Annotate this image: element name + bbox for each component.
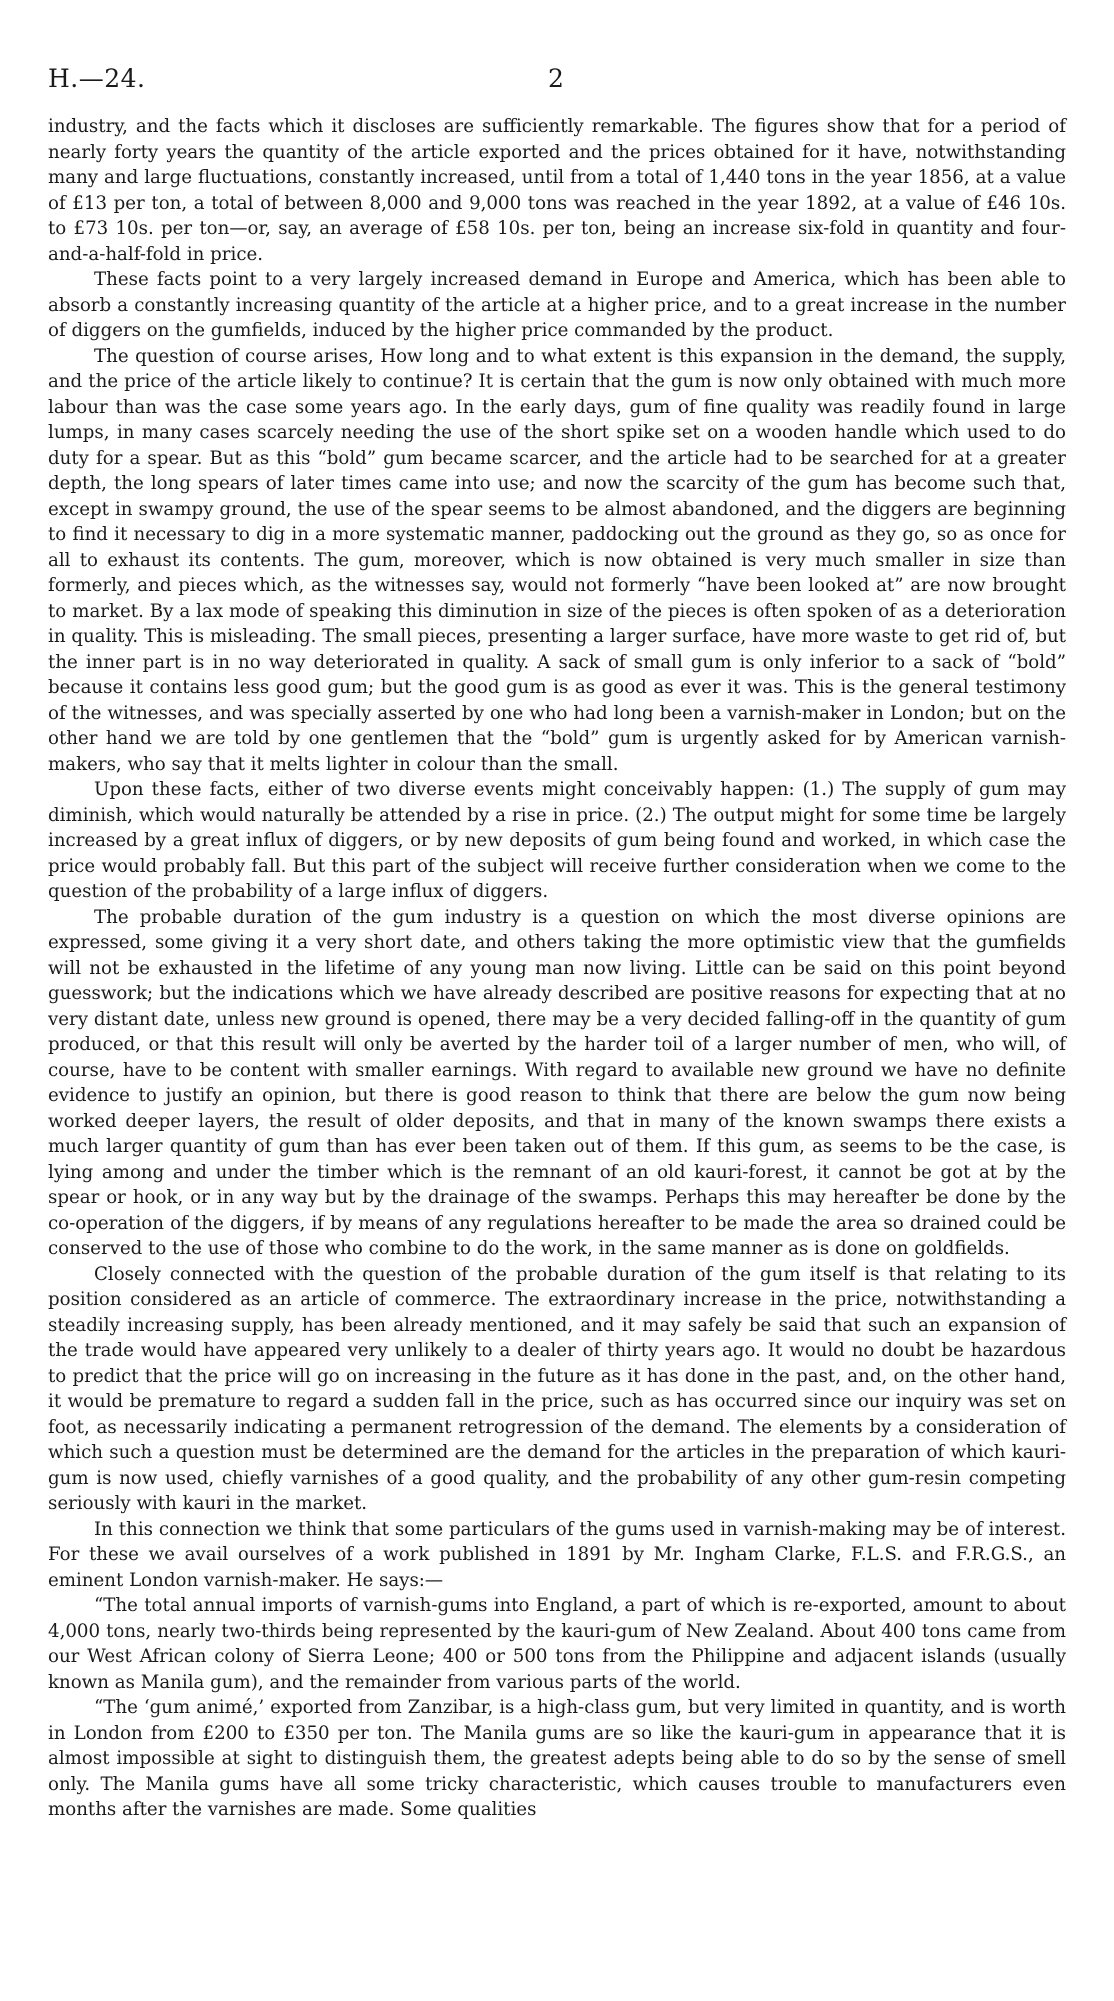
document-page	[48, 60, 1066, 1823]
quoted-paragraph: “The total annual imports of varnish-gums into England, a part of which is re-exported, amount to about 4,000 tons, nearly two-thirds being represented by the kauri-gum of New Zealand. About 400 tons came from our West African colony of Sierra Leone; 400 or 500 tons from the Philippine and adjacent islands (usually known as Manila gum), and the remainder from various parts of the world.	[48, 1595, 1066, 1693]
page-header	[48, 60, 1066, 100]
paragraph: These facts point to a very largely increased demand in Europe and America, which has been able to absorb a constantly increasing quantity of the article at a higher price, and to a great increase in the number of diggers on the gumfields, induced by the higher price commanded by the product.	[48, 269, 1066, 341]
paragraph: Closely connected with the question of the probable duration of the gum itself is that relating to its position considered as an article of commerce. The extraordinary increase in the price, notwithstanding a steadily increasing supply, has been already mentioned, and it may safely be said that such an expansion of the trade would have appeared very unlikely to a dealer of thirty years ago. It would no doubt be hazardous to predict that the price will go on increasing in the future as it has done in the past, and, on the other hand, it would be premature to regard a sudden fall in the price, such as has occurred since our inquiry was set on foot, as necessarily indicating a permanent retrogression of the demand. The elements by a consideration of which such a question must be determined are the demand for the articles in the preparation of which kauri-gum is now used, chiefly varnishes of a good quality, and the probability of any other gum-resin competing seriously with kauri in the market.	[48, 1263, 1066, 1514]
paragraph: In this connection we think that some particulars of the gums used in varnish-making may be of interest. For these we avail ourselves of a work published in 1891 by Mr. Ingham Clarke, F.L.S. and F.R.G.S., an eminent London varnish-maker. He says:—	[48, 1518, 1066, 1591]
quoted-paragraph: “The ‘gum animé,’ exported from Zanzibar, is a high-class gum, but very limited in quantity, and is worth in London from £200 to £350 per ton. The Manila gums are so like the kauri-gum in appearance that it is almost impossible at sight to distinguish them, the greatest adepts being able to do so by the sense of smell only. The Manila gums have all some tricky characteristic, which causes trouble to manufacturers even months after the varnishes are made. Some qualities	[48, 1697, 1066, 1820]
paragraph: The probable duration of the gum industry is a question on which the most diverse opinions are expressed, some giving it a very short date, and others taking the more optimistic view that the gumfields will not be exhausted in the lifetime of any young man now living. Little can be said on this point beyond guesswork; but the indications which we have already described are positive reasons for expecting that at no very distant date, unless new ground is opened, there may be a very decided falling-off in the quantity of gum produced, or that this result will only be averted by the harder toil of a larger number of men, who will, of course, have to be content with smaller earnings. With regard to available new ground we have no definite evidence to justify an opinion, but there is good reason to think that there are below the gum now being worked deeper layers, the result of older deposits, and that in many of the known swamps there exists a much larger quantity of gum than has ever been taken out of them. If this gum, as seems to be the case, is lying among and under the timber which is the remnant of an old kauri-forest, it cannot be got at by the spear or hook, or in any way but by the drainage of the swamps. Perhaps this may hereafter be done by the co-operation of the diggers, if by means of any regulations hereafter to be made the area so drained could be conserved to the use of those who combine to do the work, in the same manner as is done on goldfields.	[48, 906, 1066, 1259]
paragraph: Upon these facts, either of two diverse events might conceivably happen: (1.) The supply of gum may diminish, which would naturally be attended by a rise in price. (2.) The output might for some time be largely increased by a great influx of diggers, or by new deposits of gum being found and worked, in which case the price would probably fall. But this part of the subject will receive further consideration when we come to the question of the probability of a large influx of diggers.	[48, 779, 1066, 902]
page-number: 2	[548, 64, 564, 93]
paragraph: The question of course arises, How long and to what extent is this expansion in the demand, the supply, and the price of the article likely to continue? It is certain that the gum is now only obtained with much more labour than was the case some years ago. In the early days, gum of fine quality was readily found in large lumps, in many cases scarcely needing the use of the short spike set on a wooden handle which used to do duty for a spear. But as this “bold” gum became scarcer, and the article had to be searched for at a greater depth, the long spears of later times came into use; and now the scarcity of the gum has become such that, except in swampy ground, the use of the spear seems to be almost abandoned, and the diggers are beginning to find it necessary to dig in a more systematic manner, paddocking out the ground as they go, so as once for all to exhaust its contents. The gum, moreover, which is now obtained is very much smaller in size than formerly, and pieces which, as the witnesses say, would not formerly “have been looked at” are now brought to market. By a lax mode of speaking this diminution in size of the pieces is often spoken of as a deterioration in quality. This is misleading. The small pieces, presenting a larger surface, have more waste to get rid of, but the inner part is in no way deteriorated in quality. A sack of small gum is only inferior to a sack of “bold” because it contains less good gum; but the good gum is as good as ever it was. This is the general testimony of the witnesses, and was specially asserted by one who had long been a varnish-maker in London; but on the other hand we are told by one gentlemen that the “bold” gum is urgently asked for by American varnish-makers, who say that it melts lighter in colour than the small.	[48, 345, 1066, 775]
document-reference: H.—24.	[48, 64, 146, 93]
paragraph-continuation: industry, and the facts which it discloses are sufficiently remarkable. The figures show that for a period of nearly forty years the quantity of the article exported and the prices obtained for it have, notwithstanding many and large fluctuations, constantly increased, until from a total of 1,440 tons in the year 1856, at a value of £13 per ton, a total of between 8,000 and 9,000 tons was reached in the year 1892, at a value of £46 10s. to £73 10s. per ton—or, say, an average of £58 10s. per ton, being an increase six-fold in quantity and four-and-a-half-fold in price.	[48, 116, 1066, 265]
body-text	[48, 114, 1066, 1823]
